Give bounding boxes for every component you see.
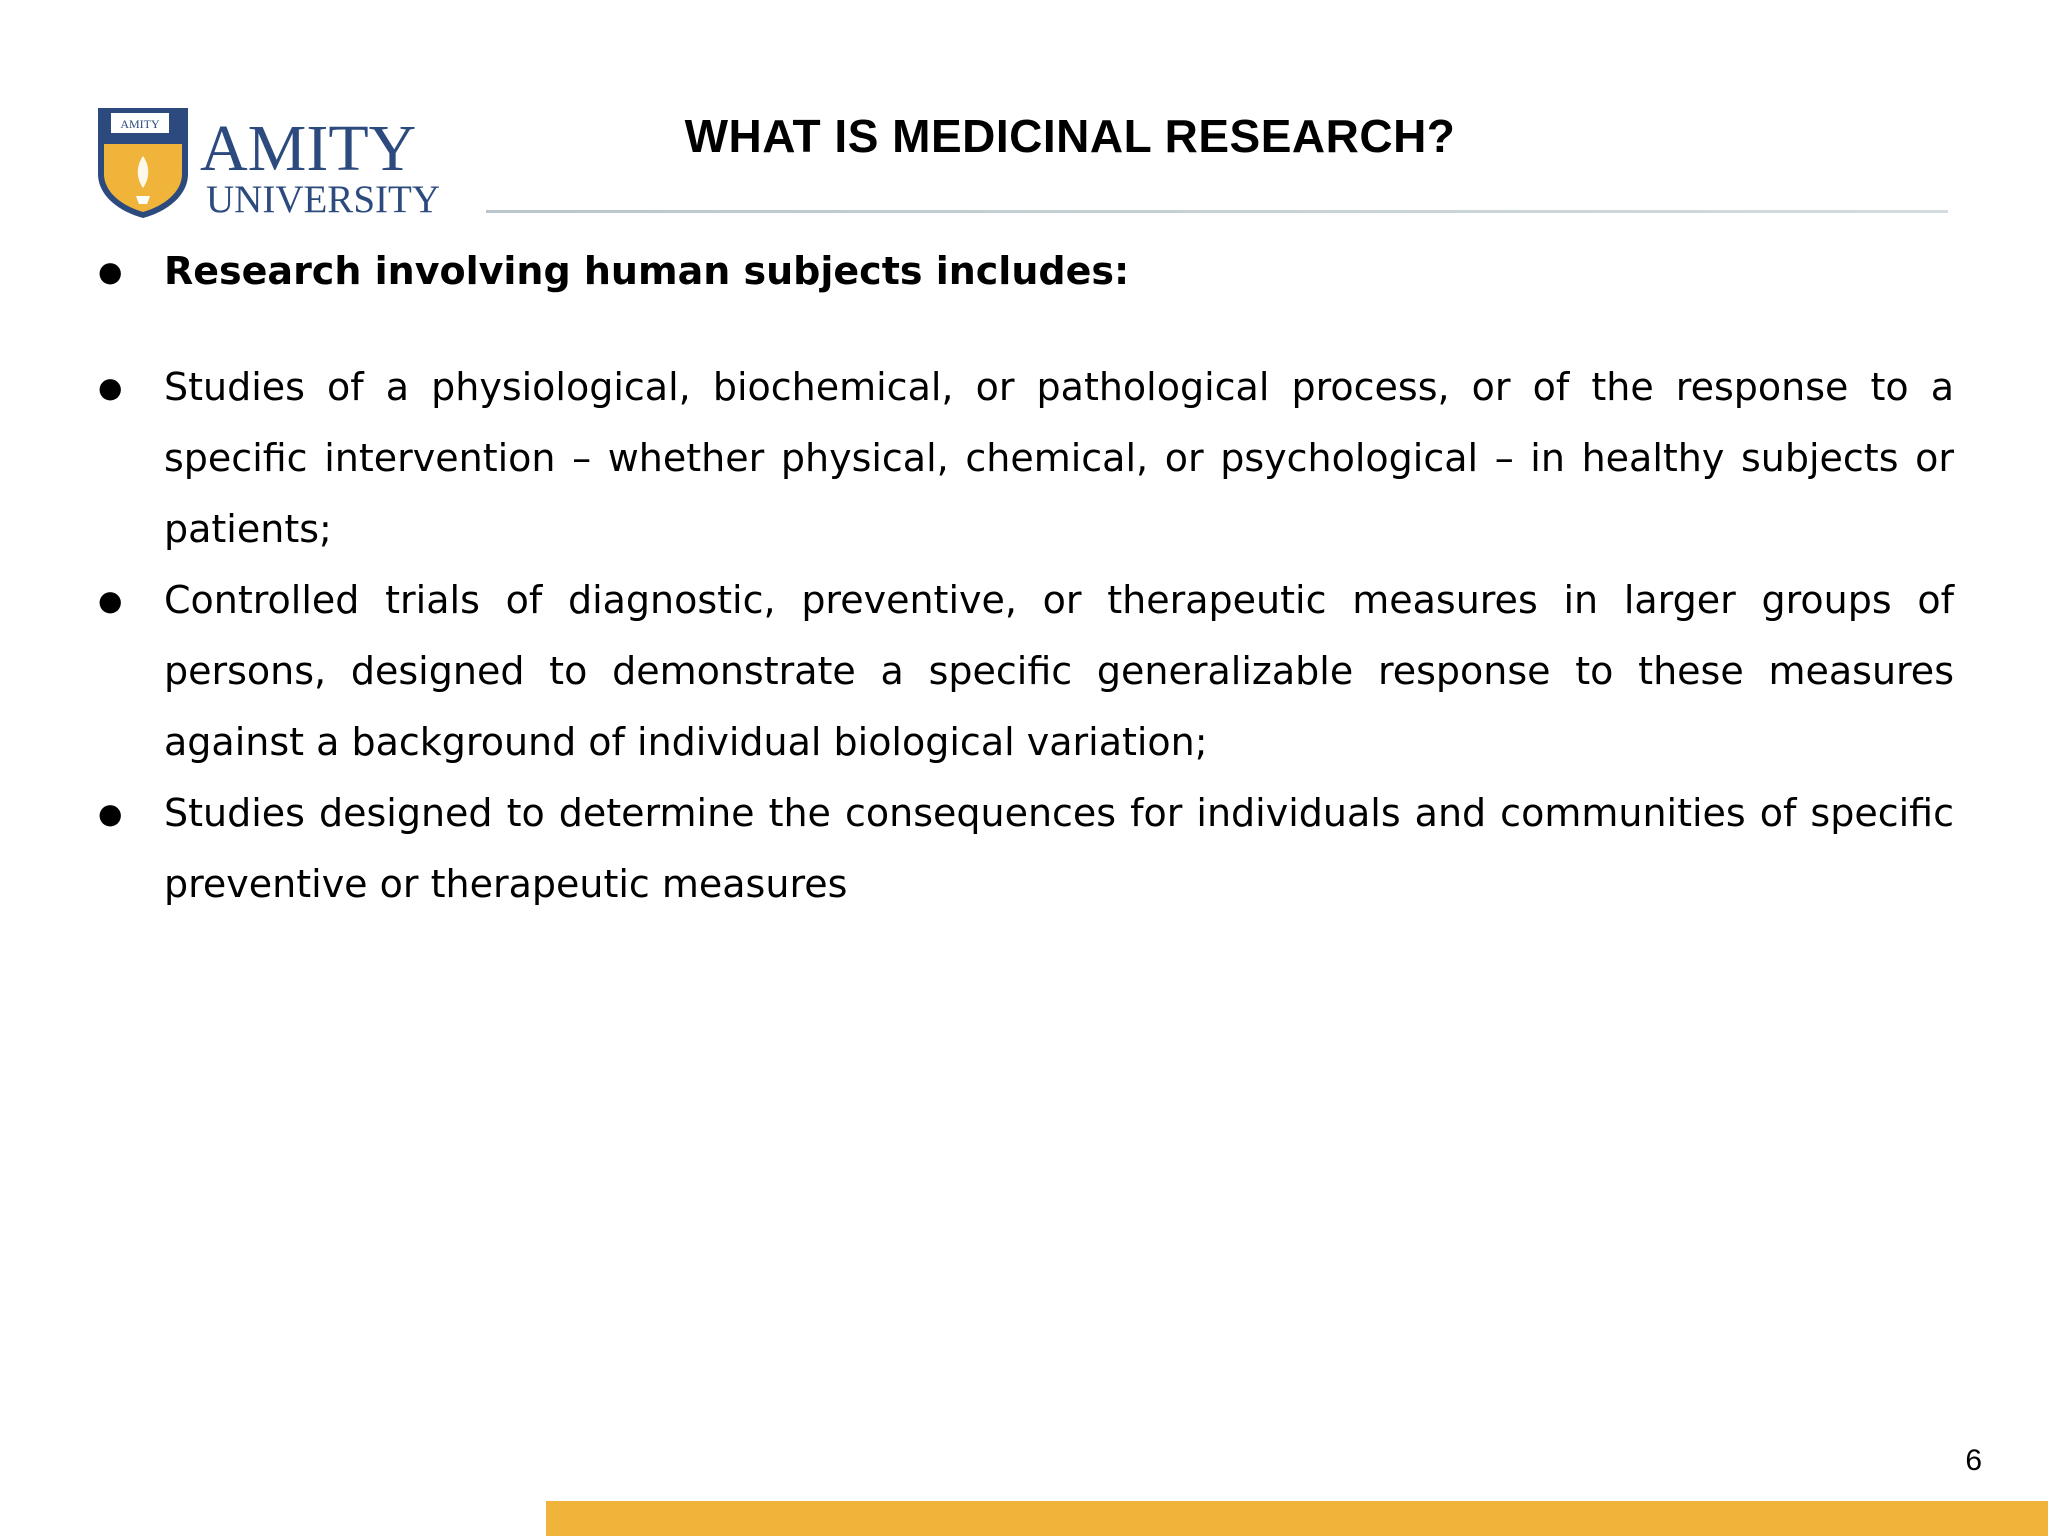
logo-shield-label: AMITY bbox=[120, 117, 160, 131]
bullet-dot-icon: ● bbox=[98, 797, 123, 830]
title-divider bbox=[486, 210, 1948, 213]
bullet-heading bbox=[96, 236, 1954, 307]
bullet-item bbox=[96, 352, 1954, 565]
slide-title: WHAT IS MEDICINAL RESEARCH? bbox=[684, 110, 1456, 162]
bullet-dot-icon: ● bbox=[98, 371, 123, 404]
footer-accent-bar bbox=[546, 1501, 2048, 1536]
bullet-item bbox=[96, 565, 1954, 778]
logo-name-line2: UNIVERSITY bbox=[206, 178, 440, 220]
bullet-list bbox=[96, 236, 1954, 920]
page-number: 6 bbox=[1965, 1444, 1982, 1477]
bullet-item bbox=[96, 778, 1954, 920]
bullet-text: Studies of a physiological, biochemical, or pathological process, or of the response to a specific intervention – whether physical, chemical, or psychological – in healthy subjects or patients; bbox=[164, 365, 1954, 551]
bullet-dot-icon: ● bbox=[98, 584, 123, 617]
amity-university-logo bbox=[96, 104, 446, 220]
bullet-text: Studies designed to determine the consequences for individuals and communities of specific preventive or therapeutic measures bbox=[164, 791, 1954, 906]
bullet-text: Research involving human subjects includes: bbox=[164, 249, 1130, 293]
bullet-dot-icon: ● bbox=[98, 255, 123, 288]
logo-name-line1: AMITY bbox=[200, 112, 417, 185]
bullet-text: Controlled trials of diagnostic, preventive, or therapeutic measures in larger groups of persons, designed to demonstrate a specific generalizable response to these measures against a background of individual biological variation; bbox=[164, 578, 1954, 764]
